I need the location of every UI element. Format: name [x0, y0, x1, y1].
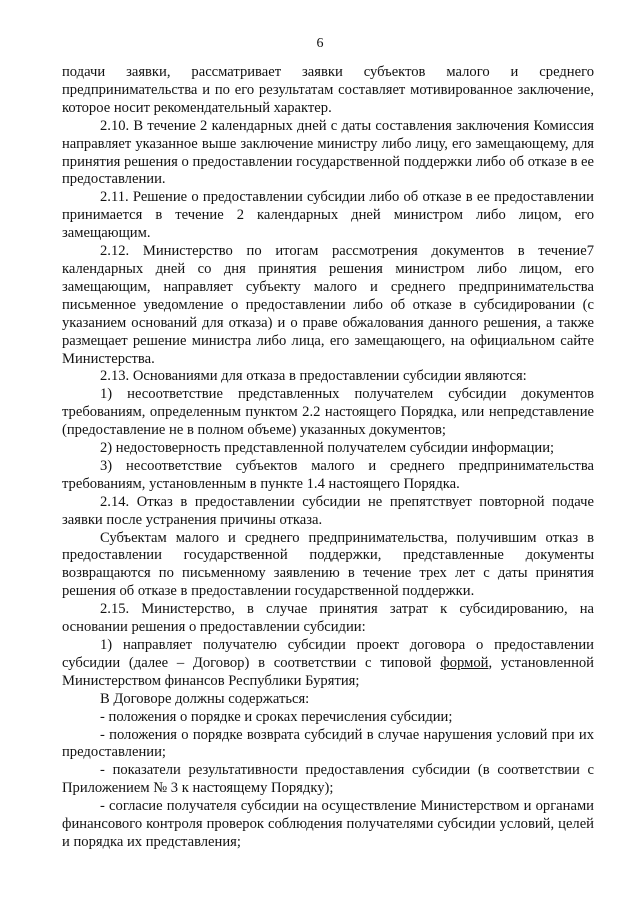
text-segment: , установленной Министерством финансов Республики Бурятия;	[62, 654, 594, 689]
document-body	[62, 64, 594, 852]
paragraph: В Договоре должны содержаться:	[100, 690, 310, 707]
paragraph: 2.15. Министерство, в случае принятия затрат к субсидированию, на основании решения о предоставлении субсидии:	[62, 601, 594, 636]
list-item: - положения о порядке возврата субсидий в случае нарушения условий при их предоставлении;	[62, 726, 594, 761]
page-number: 6	[316, 36, 324, 51]
paragraph: 2.13. Основаниями для отказа в предоставлении субсидии являются:	[100, 368, 527, 385]
list-item: 1) несоответствие представленных получателем субсидии документов требованиям, определенным пунктом 2.2 настоящего Порядка, или непредставление (предоставление не в полном объеме) указанных документов;	[62, 386, 594, 439]
list-item	[62, 637, 594, 691]
paragraph: 2.10. В течение 2 календарных дней с даты составления заключения Комиссия направляет указанное выше заключение министру либо лицу, его замещающему, для принятия решения о предоставлении государственной поддержки либо об отказе в ее предоставлении.	[62, 117, 594, 188]
list-item: 3) несоответствие субъектов малого и среднего предпринимательства требованиям, установленным в пункте 1.4 настоящего Порядка.	[62, 457, 594, 492]
paragraph: 2.12. Министерство по итогам рассмотрения документов в течение7 календарных дней со дня принятия решения министром либо лицом, его замещающим, направляет субъекту малого и среднего предпринимательства письменное уведомление о предоставлении либо об отказе в субсидировании (с указанием оснований для отказа) и о праве обжалования данного решения, а также размещает решение министра либо лица, его замещающего, на официальном сайте Министерства.	[62, 243, 594, 367]
paragraph: 2.14. Отказ в предоставлении субсидии не препятствует повторной подаче заявки после устранения причины отказа.	[62, 493, 594, 528]
list-item: - показатели результативности предоставления субсидии (в соответствии с Приложением № 3 к настоящему Порядку);	[62, 762, 594, 797]
list-item: - согласие получателя субсидии на осуществление Министерством и органами финансового контроля проверок соблюдения получателями субсидии условий, целей и порядка их представления;	[62, 798, 594, 850]
list-item: - положения о порядке и сроках перечисления субсидии;	[100, 708, 453, 725]
list-item: 2) недостоверность представленной получателем субсидии информации;	[100, 440, 555, 457]
paragraph: подачи заявки, рассматривает заявки субъектов малого и среднего предпринимательства и по его результатам составляет мотивированное заключение, которое носит рекомендательный характер.	[62, 64, 594, 116]
paragraph: Субъектам малого и среднего предпринимательства, получившим отказ в предоставлении государственной поддержки, представленные документы возвращаются по письменному заявлению в течение трех лет с даты принятия решения об отказе в предоставлении государственной поддержки.	[62, 529, 594, 600]
text-segment: 1) направляет получателю субсидии проект договора о предоставлении субсидии (далее – Договор) в соответствии с типовой	[62, 637, 594, 671]
form-link[interactable]: формой	[440, 654, 489, 671]
paragraph: 2.11. Решение о предоставлении субсидии либо об отказе в ее предоставлении принимается в течение 2 календарных дней министром либо лицом, его замещающим.	[62, 189, 594, 242]
